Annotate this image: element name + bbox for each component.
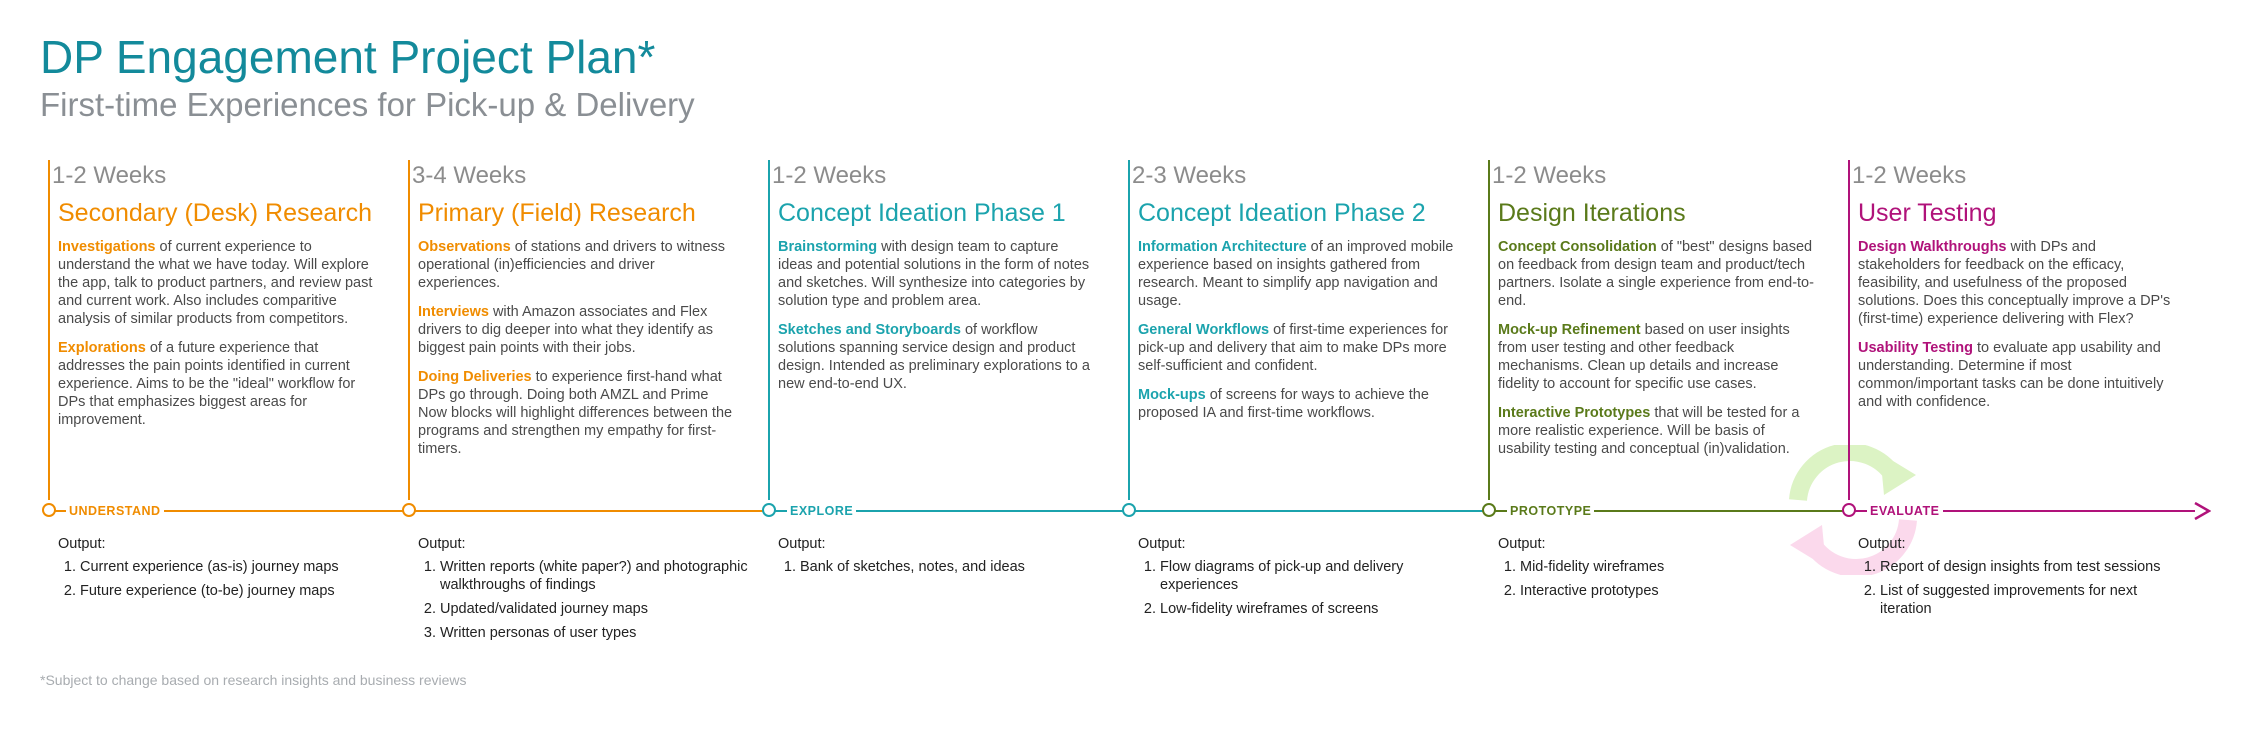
phase-item [1138, 386, 1456, 422]
phase-item-text: to experience first-hand what DPs go through. Doing both AMZL and Prime Now blocks will highlight differences between the programs and strengthen my empathy for first-timers. [418, 369, 733, 457]
output-item: 2. Interactive prototypes [1520, 582, 1828, 600]
phase-duration: 2-3 Weeks [1132, 162, 1247, 189]
phase-item [1498, 404, 1816, 458]
page-subtitle: First-time Experiences for Pick-up & Delivery [40, 86, 695, 123]
phase-item-text: of current experience to understand the what we have today. Will explore the app, talk to product partners, and review past and current work. Also includes comparitive analysis of similar products from competitors. [58, 239, 373, 327]
phase-duration: 1-2 Weeks [772, 162, 887, 189]
timeline-node [762, 503, 776, 517]
output-list [1498, 558, 1828, 600]
phase-item-term: General Workflows [1138, 322, 1270, 338]
phase-title: Concept Ideation Phase 1 [778, 199, 1066, 227]
output-list [1138, 558, 1468, 618]
phase-item [1858, 339, 2176, 411]
output-label: Output: [778, 536, 826, 552]
stage-label-prototype: PROTOTYPE [1507, 503, 1594, 519]
footnote: *Subject to change based on research insights and business reviews [40, 672, 467, 688]
phase-item-text: that will be tested for a more realistic experience. Will be basis of usability testing and conceptual (in)validation. [1498, 405, 1800, 457]
timeline-node [402, 503, 416, 517]
phase-description [1858, 238, 2176, 422]
phase-item-term: Brainstorming [778, 239, 878, 255]
phase-output [778, 536, 1108, 582]
output-item: 1. Mid-fidelity wireframes [1520, 558, 1828, 576]
phase-item-text: of stations and drivers to witness operational (in)efficiencies and driver experiences. [418, 239, 726, 291]
phase-output [1138, 536, 1468, 624]
output-list [58, 558, 388, 600]
phase-item-term: Sketches and Storyboards [778, 322, 961, 338]
timeline-arrow-icon [2193, 502, 2211, 520]
output-label: Output: [1858, 536, 1906, 552]
phase-item-term: Explorations [58, 340, 146, 356]
phase-item-text: with Amazon associates and Flex drivers to dig deeper into what they identify as biggest pain points with their jobs. [418, 304, 713, 356]
phase-title: Concept Ideation Phase 2 [1138, 199, 1426, 227]
phase-title: Primary (Field) Research [418, 199, 696, 227]
phase-description [1138, 238, 1456, 433]
phase-item-text: with DPs and stakeholders for feedback on the efficacy, feasibility, and usefulness of the proposed solutions. Does this conceptually improve a DP's (first-time) experience delivering with Flex? [1858, 239, 2171, 327]
phase-divider [768, 160, 770, 500]
output-list [1858, 558, 2188, 618]
output-label: Output: [58, 536, 106, 552]
output-item: 1. Current experience (as-is) journey maps [80, 558, 388, 576]
phase-item-term: Investigations [58, 239, 156, 255]
output-label: Output: [418, 536, 466, 552]
output-item: 1. Bank of sketches, notes, and ideas [800, 558, 1108, 576]
phase-item [58, 339, 376, 429]
timeline-node [1482, 503, 1496, 517]
stage-label-explore: EXPLORE [787, 503, 856, 519]
phase-item [1858, 238, 2176, 328]
phase-description [1498, 238, 1816, 469]
phase-item-text: of "best" designs based on feedback from design team and product/tech partners. Isolate a single experience from end-to-end. [1498, 239, 1814, 309]
output-label: Output: [1498, 536, 1546, 552]
phase-description [418, 238, 736, 469]
phase-divider [1128, 160, 1130, 500]
phase-output [58, 536, 388, 606]
phase-item-term: Interviews [418, 304, 489, 320]
phase-title: Design Iterations [1498, 199, 1686, 227]
phase-output [1858, 536, 2188, 624]
phase-item-text: with design team to capture ideas and potential solutions in the form of notes and sketches. Will synthesize into categories by solution type and problem area. [778, 239, 1090, 309]
phase-item-term: Doing Deliveries [418, 369, 532, 385]
phase-item [778, 238, 1096, 310]
phase-duration: 1-2 Weeks [1852, 162, 1967, 189]
output-item: 3. Written personas of user types [440, 624, 748, 642]
output-item: 2. Low-fidelity wireframes of screens [1160, 600, 1468, 618]
phase-item [418, 238, 736, 292]
phase-item-term: Mock-ups [1138, 387, 1206, 403]
phase-duration: 1-2 Weeks [52, 162, 167, 189]
output-item: 2. Future experience (to-be) journey maps [80, 582, 388, 600]
phase-divider [408, 160, 410, 500]
phase-item-term: Concept Consolidation [1498, 239, 1657, 255]
output-item: 2. Updated/validated journey maps [440, 600, 748, 618]
phase-item-text: of screens for ways to achieve the proposed IA and first-time workflows. [1138, 387, 1429, 421]
stage-label-evaluate: EVALUATE [1867, 503, 1943, 519]
phase-divider [1848, 160, 1850, 500]
phase-item [418, 303, 736, 357]
phase-item-term: Information Architecture [1138, 239, 1307, 255]
timeline-node [1122, 503, 1136, 517]
output-item: 1. Written reports (white paper?) and photographic walkthroughs of findings [440, 558, 748, 594]
phase-item [1498, 321, 1816, 393]
phase-description [778, 238, 1096, 404]
output-item: 1. Report of design insights from test sessions [1880, 558, 2188, 576]
phase-title: User Testing [1858, 199, 1997, 227]
phase-item-text: of workflow solutions spanning service design and product design. Intended as preliminary explorations to a new end-to-end UX. [778, 322, 1090, 392]
phase-item [1138, 321, 1456, 375]
timeline-node [42, 503, 56, 517]
stage-label-understand: UNDERSTAND [66, 503, 164, 519]
phase-item [58, 238, 376, 328]
phase-item-term: Observations [418, 239, 511, 255]
output-label: Output: [1138, 536, 1186, 552]
phase-description [58, 238, 376, 440]
page-title: DP Engagement Project Plan* [40, 31, 656, 83]
phase-item-text: to evaluate app usability and understanding. Determine if most common/important tasks can be done intuitively and with confidence. [1858, 340, 2164, 410]
phase-item-term: Mock-up Refinement [1498, 322, 1641, 338]
output-item: 2. List of suggested improvements for next iteration [1880, 582, 2188, 618]
phase-divider [1488, 160, 1490, 500]
phase-item-text: of a future experience that addresses the pain points identified in current experience. Aims to be the "ideal" workflow for DPs that emphasizes biggest areas for improvement. [58, 340, 356, 428]
output-list [418, 558, 748, 642]
phase-output [1498, 536, 1828, 606]
phase-duration: 1-2 Weeks [1492, 162, 1607, 189]
phase-title: Secondary (Desk) Research [58, 199, 373, 227]
phase-duration: 3-4 Weeks [412, 162, 527, 189]
timeline-node [1842, 503, 1856, 517]
phase-item [778, 321, 1096, 393]
phase-item-term: Usability Testing [1858, 340, 1973, 356]
phase-item-term: Interactive Prototypes [1498, 405, 1651, 421]
phase-item [1138, 238, 1456, 310]
phase-divider [48, 160, 50, 500]
phase-output [418, 536, 748, 648]
phase-item-term: Design Walkthroughs [1858, 239, 2007, 255]
phase-item [418, 368, 736, 458]
phase-item-text: of first-time experiences for pick-up and delivery that aim to make DPs more self-sufficient and confident. [1138, 322, 1448, 374]
output-list [778, 558, 1108, 576]
phase-item-text: based on user insights from user testing and other feedback mechanisms. Clean up details and increase fidelity to account for specific use cases. [1498, 322, 1790, 392]
phase-item-text: of an improved mobile experience based on insights gathered from research. Meant to simplify app navigation and usage. [1138, 239, 1454, 309]
output-item: 1. Flow diagrams of pick-up and delivery experiences [1160, 558, 1468, 594]
phase-item [1498, 238, 1816, 310]
